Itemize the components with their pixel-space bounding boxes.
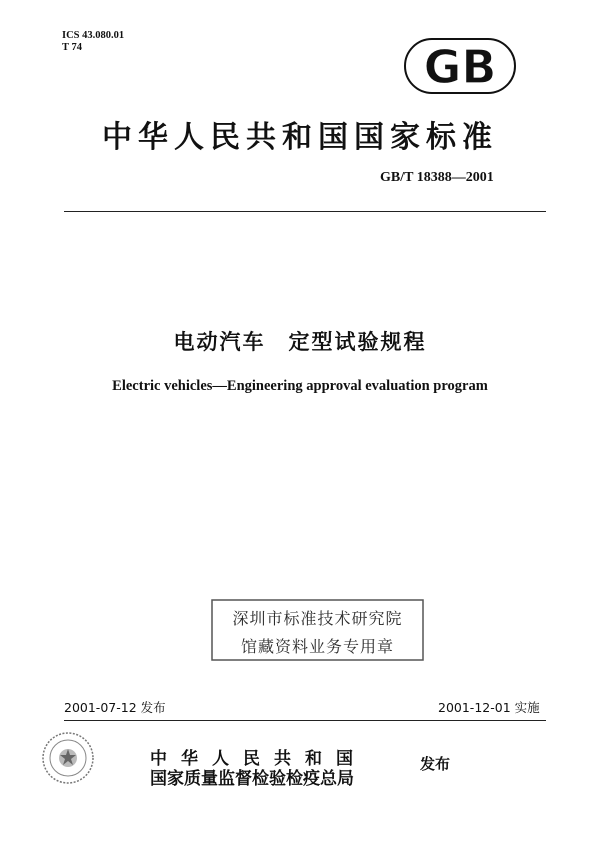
implementation-date: 2001-12-01 实施 (438, 700, 540, 715)
publish-label: 发布 (420, 755, 451, 773)
gb-logo-text: GB (423, 40, 497, 94)
document-title-english: Electric vehicles—Engineering approval evaluation program (112, 378, 488, 394)
issue-date: 2001-07-12 发布 (64, 700, 166, 715)
document-title-chinese: 电动汽车 定型试验规程 (173, 330, 427, 354)
national-emblem-seal-icon (40, 730, 96, 786)
header-divider (64, 211, 546, 212)
gb-logo-mark (405, 39, 515, 94)
national-standard-title: 中华人民共和国国家标准 (102, 120, 498, 155)
library-stamp (210, 598, 425, 662)
issuer-authority: 国家质量监督检验检疫总局 (150, 769, 354, 789)
issuer-country: 中华人民共和国 (150, 749, 367, 769)
gb-logo (404, 38, 516, 94)
standard-number: GB/T 18388—2001 (380, 170, 494, 185)
classification-codes (62, 30, 124, 54)
ccs-code: T 74 (62, 42, 82, 53)
ics-code: ICS 43.080.01 (62, 30, 125, 41)
stamp-line-1: 深圳市标准技术研究院 (232, 609, 403, 628)
footer-divider (64, 720, 546, 721)
stamp-line-2: 馆藏资料业务专用章 (240, 637, 394, 656)
